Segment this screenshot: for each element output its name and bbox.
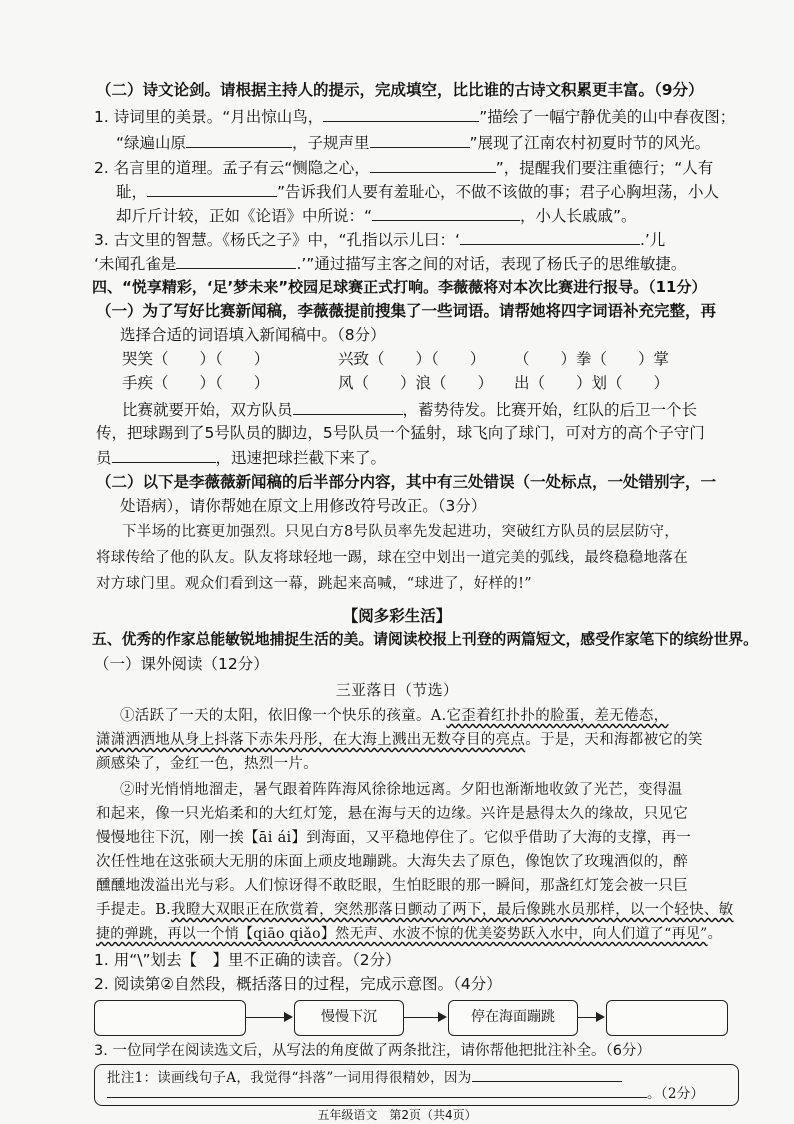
reading-question-2: 2. 阅读第②自然段，概括落日的过程，完成示意图。（4分）	[94, 975, 502, 993]
flow-box-1[interactable]	[94, 1000, 246, 1036]
essay-line-5: 和起来，像一只光焰柔和的大红灯笼，悬在海与天的边缘。兴许是悬得太久的缘故，只见它	[96, 806, 688, 822]
q2-text-d: ”告诉我们人要有羞耻心，不做不该做的事；君子心胸坦荡，小人	[277, 183, 720, 201]
q2-text-e: 却斤斤计较，正如《论语》中所说：“	[116, 207, 373, 225]
essay-title: 三亚落日（节选）	[335, 681, 459, 699]
words-row-1-item-1[interactable]: 哭笑（ ）（ ）	[122, 350, 270, 368]
q1-text-b: ”描绘了一幅宁静优美的山中春夜图；	[479, 108, 736, 126]
section-5-header: 五、优秀的作家总能敏锐地捕捉生活的美。请阅读校报上刊登的两篇短文，感受作家笔下的缤纷世界。	[92, 631, 758, 648]
flow-arrow-2	[404, 1017, 440, 1018]
q1-text-e: ”展现了江南农村初夏时节的风光。	[469, 134, 711, 152]
q1-blank-1[interactable]	[323, 105, 479, 122]
q2-text-c: 耻，	[116, 183, 148, 201]
section-5-1-subheader: （一）课外阅读（12分）	[94, 655, 269, 673]
essay-line-8: 醺醺地泼溢出光与彩。人们惊讶得不敢眨眼，生怕眨眼的那一瞬间，那盏红灯笼会被一只巨	[96, 878, 688, 894]
reading-question-1: 1. 用“\”划去【 】里不正确的读音。（2分）	[94, 951, 401, 969]
flow-arrowhead-2	[438, 1012, 447, 1022]
q2-blank-3[interactable]	[372, 204, 520, 221]
q1-blank-2[interactable]	[186, 131, 292, 148]
words-row-2-item-3[interactable]: 出（ ）划（ ）	[514, 374, 670, 392]
section-4-header: 四、“悦享精彩，‘足’梦未来”校园足球赛正式打响。李薇薇将对本次比赛进行报导。（11分）	[92, 278, 707, 296]
handwritten-news-line-1: 下半场的比赛更加强烈。只见白方8号队员率先发起进功，突破红方队员的层层防守，	[122, 524, 680, 540]
section-4-1-instruction-b: 选择合适的词语填入新闻稿中。（8分）	[120, 326, 386, 344]
q1-text-c: “绿遍山原	[116, 134, 187, 152]
news-text-d: 员	[96, 449, 112, 467]
question-2-line-1	[94, 156, 713, 179]
annotation-1-text: 批注1：读画线句子A，我觉得“抖落”一词用得很精妙，因为	[107, 1070, 472, 1086]
news-blank-2[interactable]	[112, 446, 216, 463]
flow-arrowhead-3	[596, 1012, 605, 1022]
q2-text-b: ”，提醒我们要注重德行；“人有	[495, 159, 714, 177]
essay-line-3: 颜感染了，金红一色，热烈一片。	[96, 756, 318, 772]
underlined-sentence-b-part-1: 我瞪大双眼正在欣赏着，突然那落日颤动了两下，最后像跳水员那样，以一个轻快、敏	[171, 902, 734, 918]
essay-line-10-end: 。	[707, 926, 722, 942]
underlined-sentence-a-part-2: 潇潇洒洒地从身上抖落下赤朱丹彤，在大海上溅出无数夺目的亮点	[96, 732, 526, 748]
question-3-line-1	[94, 228, 665, 251]
handwritten-news-line-3: 对方球门里。观众们看到这一幕，跳起来高喊，“球进了，好样的!”	[96, 576, 532, 592]
flow-arrowhead-1	[284, 1012, 293, 1022]
q1-text-d: ，子规声里	[292, 134, 370, 152]
essay-line-1	[120, 705, 668, 727]
section-4-1-instruction-a: （一）为了写好比赛新闻稿，李薇薇提前搜集了一些词语。请帮她将四字词语补充完整，再	[96, 302, 717, 320]
essay-line-6: 慢慢地往下沉，刚一挨【āi ái】到海面，又平稳地停住了。它似乎借助了大海的支撑，再一	[96, 830, 692, 846]
essay-line-4: ②时光悄悄地溜走，暑气跟着阵阵海风徐徐地远离。夕阳也渐渐地收敛了光芒，变得温	[120, 782, 683, 798]
question-2-line-3	[116, 204, 637, 227]
q1-text-a: 1. 诗词里的美景。“月出惊山鸟，	[94, 108, 324, 126]
essay-line-7: 次任性地在这张硕大无朋的床面上顽皮地蹦跳。大海失去了原色，像饱饮了玫瑰酒似的，醉	[96, 854, 688, 870]
section-2-header: （二）诗文论剑。请根据主持人的提示，完成填空，比比谁的古诗文积累更丰富。（9分）	[96, 81, 704, 99]
annotation-1-score: 。（2分）	[647, 1086, 705, 1102]
q3-blank-1[interactable]	[460, 228, 640, 245]
question-1-line-1	[94, 105, 735, 128]
underlined-sentence-a-part-1: 它歪着红扑扑的脸蛋，差无倦态，	[446, 708, 669, 724]
news-line-1	[122, 398, 697, 421]
q3-text-c: ‘未闻孔雀是	[94, 255, 177, 273]
essay-line-10	[96, 923, 722, 945]
section-4-2-instruction-b: 处语病），请你帮她在原文上用修改符号改正。（3分）	[120, 497, 487, 515]
essay-line-2	[96, 729, 703, 751]
essay-line-1-text: ①活跃了一天的太阳，依旧像一个快乐的孩童。A.	[120, 708, 447, 724]
news-line-3	[96, 446, 386, 469]
q2-text-f: ，小人长戚戚”。	[520, 207, 637, 225]
news-line-2: 传，把球踢到了5号队员的脚边，5号队员一个猛射，球飞向了球门，可对方的高个子守门	[96, 424, 705, 442]
flow-box-2: 慢慢下沉	[294, 1000, 404, 1036]
words-row-2-item-2[interactable]: 风（ ）浪（ ）	[338, 374, 494, 392]
essay-line-9-text: 手提走。B.	[96, 902, 172, 918]
handwritten-news-line-2: 将球传给了他的队友。队友将球轻地一踢，球在空中划出一道完美的弧线，最终稳稳地落在	[96, 550, 688, 566]
words-row-2-item-1[interactable]: 手疾（ ）（ ）	[122, 374, 270, 392]
question-1-line-2	[116, 131, 710, 154]
words-row-1-item-3[interactable]: （ ）拳（ ）掌	[514, 350, 670, 368]
news-blank-1[interactable]	[293, 398, 403, 415]
q2-blank-1[interactable]	[370, 156, 496, 173]
essay-line-9	[96, 899, 733, 921]
flow-box-4[interactable]	[606, 1000, 728, 1036]
q1-blank-3[interactable]	[370, 131, 470, 148]
underlined-sentence-b-part-2: 捷的弹跳，再以一个悄【qiāo qiǎo】然无声、水波不惊的优美姿势跃入水中，向人们道了“再见”	[96, 926, 708, 942]
q3-blank-2[interactable]	[176, 252, 296, 269]
q2-blank-2[interactable]	[147, 180, 277, 197]
flow-box-3: 停在海面蹦跳	[448, 1000, 578, 1036]
q3-text-d: .’”通过描写主客之间的对话，表现了杨氏子的思维敏捷。	[296, 255, 687, 273]
section-4-2-instruction-a: （二）以下是李薇薇新闻稿的后半部分内容，其中有三处错误（一处标点，一处错别字，一	[96, 473, 717, 491]
reading-question-3: 3. 一位同学在阅读选文后，从写法的角度做了两条批注，请你帮他把批注补全。（6分）	[94, 1043, 651, 1059]
q3-text-b: .’儿	[639, 231, 666, 249]
news-text-a: 比赛就要开始，双方队员	[122, 401, 293, 419]
news-text-e: ，迅速把球拦截下来了。	[215, 449, 387, 467]
question-2-line-2	[116, 180, 719, 203]
flow-arrow-3	[578, 1017, 598, 1018]
section-title: 【阅多彩生活】	[342, 607, 452, 625]
question-3-line-2	[94, 252, 686, 275]
q3-text-a: 3. 古文里的智慧。《杨氏之子》中，“孔指以示儿曰：‘	[94, 231, 460, 249]
words-row-1-item-2[interactable]: 兴致（ ）（ ）	[338, 350, 486, 368]
page-footer: 五年级语文 第2页（共4页）	[317, 1108, 477, 1122]
q2-text-a: 2. 名言里的道理。孟子有云“恻隐之心，	[94, 159, 370, 177]
essay-line-2-text: 。于是，天和海都被它的笑	[525, 732, 703, 748]
news-text-b: ，蓄势待发。比赛开始，红队的后卫一个长	[402, 401, 698, 419]
flow-arrow-1	[246, 1017, 286, 1018]
